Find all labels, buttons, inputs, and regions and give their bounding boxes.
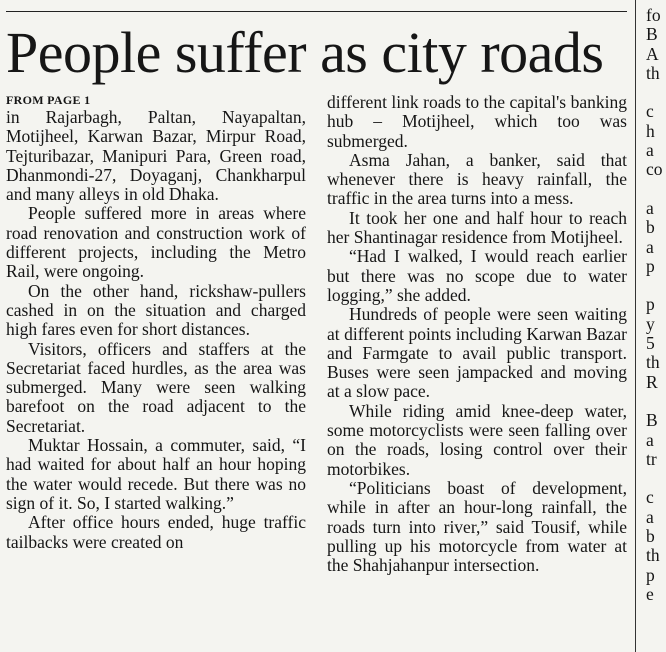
paragraph: Hundreds of people were seen waiting at different points including Karwan Bazar and Farmgate to avail public transport. Buses were seen jampacked and moving at a slow pace.: [327, 304, 627, 402]
fragment-line: p: [646, 294, 655, 315]
fragment-line: A: [646, 43, 659, 64]
fragment-line: [646, 392, 666, 411]
fragment-line: co: [646, 159, 663, 180]
paragraph: “Politicians boast of development, while in after an hour-long rainfall, the roads turn into river,” said Tousif, while pulling up his motorcycle from water at the Shahjahanpur intersection.: [327, 477, 627, 576]
paragraph: It took her one and half hour to reach her Shantinagar residence from Motijheel.: [327, 207, 627, 248]
fragment-line: p: [646, 564, 655, 585]
fragment-line: B: [646, 24, 658, 45]
kicker: FROM PAGE 1: [6, 93, 91, 107]
paragraph: After office hours ended, huge traffic tailbacks were created on: [6, 512, 306, 552]
fragment-line: h: [646, 120, 655, 141]
fragment-line: c: [646, 487, 654, 508]
paragraph: Visitors, officers and staffers at the Secretariat faced hurdles, as the area was submerged. Many were seen walking barefoot on the road adjacent to the Secretariat.: [6, 338, 306, 436]
fragment-line: fo: [646, 5, 661, 25]
fragment-line: th: [646, 62, 660, 83]
paragraph: Muktar Hossain, a commuter, said, “I had waited for about half an hour hoping the water would recede. But there was no sign of it. So, I started walking.”: [6, 435, 306, 513]
fragment-line: [646, 180, 666, 199]
paragraph: in Rajarbagh, Paltan, Nayapaltan, Motijheel, Karwan Bazar, Mirpur Road, Tejturibazar, Manipuri Para, Green road, Dhanmondi-27, Doyaganj, Chankharpul and many alleys in old Dhaka.: [6, 107, 306, 205]
fragment-line: a: [646, 429, 654, 450]
fragment-line: a: [646, 506, 654, 527]
fragment-line: c: [646, 101, 654, 122]
paragraph: On the other hand, rickshaw-pullers cashed in on the situation and charged high fares even for short distances.: [6, 280, 306, 340]
column-divider: [635, 0, 636, 652]
fragment-line: a: [646, 197, 654, 218]
fragment-line: a: [646, 236, 654, 257]
fragment-line: R: [646, 371, 658, 392]
fragment-line: th: [646, 352, 660, 373]
paragraph: different link roads to the capital's banking hub – Motijheel, which too was submerged.: [327, 92, 627, 151]
fragment-line: a: [646, 140, 654, 161]
paragraph: Asma Jahan, a banker, said that whenever there is heavy rainfall, the traffic in the area turns into a mess.: [327, 149, 627, 209]
right-column-fragment: [646, 6, 666, 604]
fragment-line: e: [646, 583, 654, 604]
fragment-line: tr: [646, 448, 657, 469]
paragraph: “Had I walked, I would reach earlier but there was no scope due to water logging,” she added.: [327, 246, 627, 305]
middle-column: [327, 93, 627, 575]
paragraph: While riding amid knee-deep water, some motorcyclists were seen falling over on the roads, losing control over their motorbikes.: [327, 400, 627, 479]
headline: People suffer as city roads: [6, 20, 604, 85]
fragment-line: 5: [646, 333, 655, 354]
middle-paragraphs: [327, 93, 627, 575]
fragment-line: y: [646, 313, 655, 334]
fragment-line: [646, 83, 666, 102]
left-paragraphs: [6, 108, 306, 552]
fragment-line: th: [646, 545, 660, 566]
fragment-line: b: [646, 217, 655, 238]
paragraph: People suffered more in areas where road renovation and construction work of different projects, including the Metro Rail, were ongoing.: [6, 203, 306, 282]
fragment-line: [646, 276, 666, 295]
top-rule: [6, 11, 627, 12]
fragment-line: B: [646, 410, 658, 431]
fragment-line: p: [646, 255, 655, 276]
fragment-line: b: [646, 526, 655, 547]
left-column: [6, 93, 306, 552]
fragment-line: [646, 469, 666, 488]
